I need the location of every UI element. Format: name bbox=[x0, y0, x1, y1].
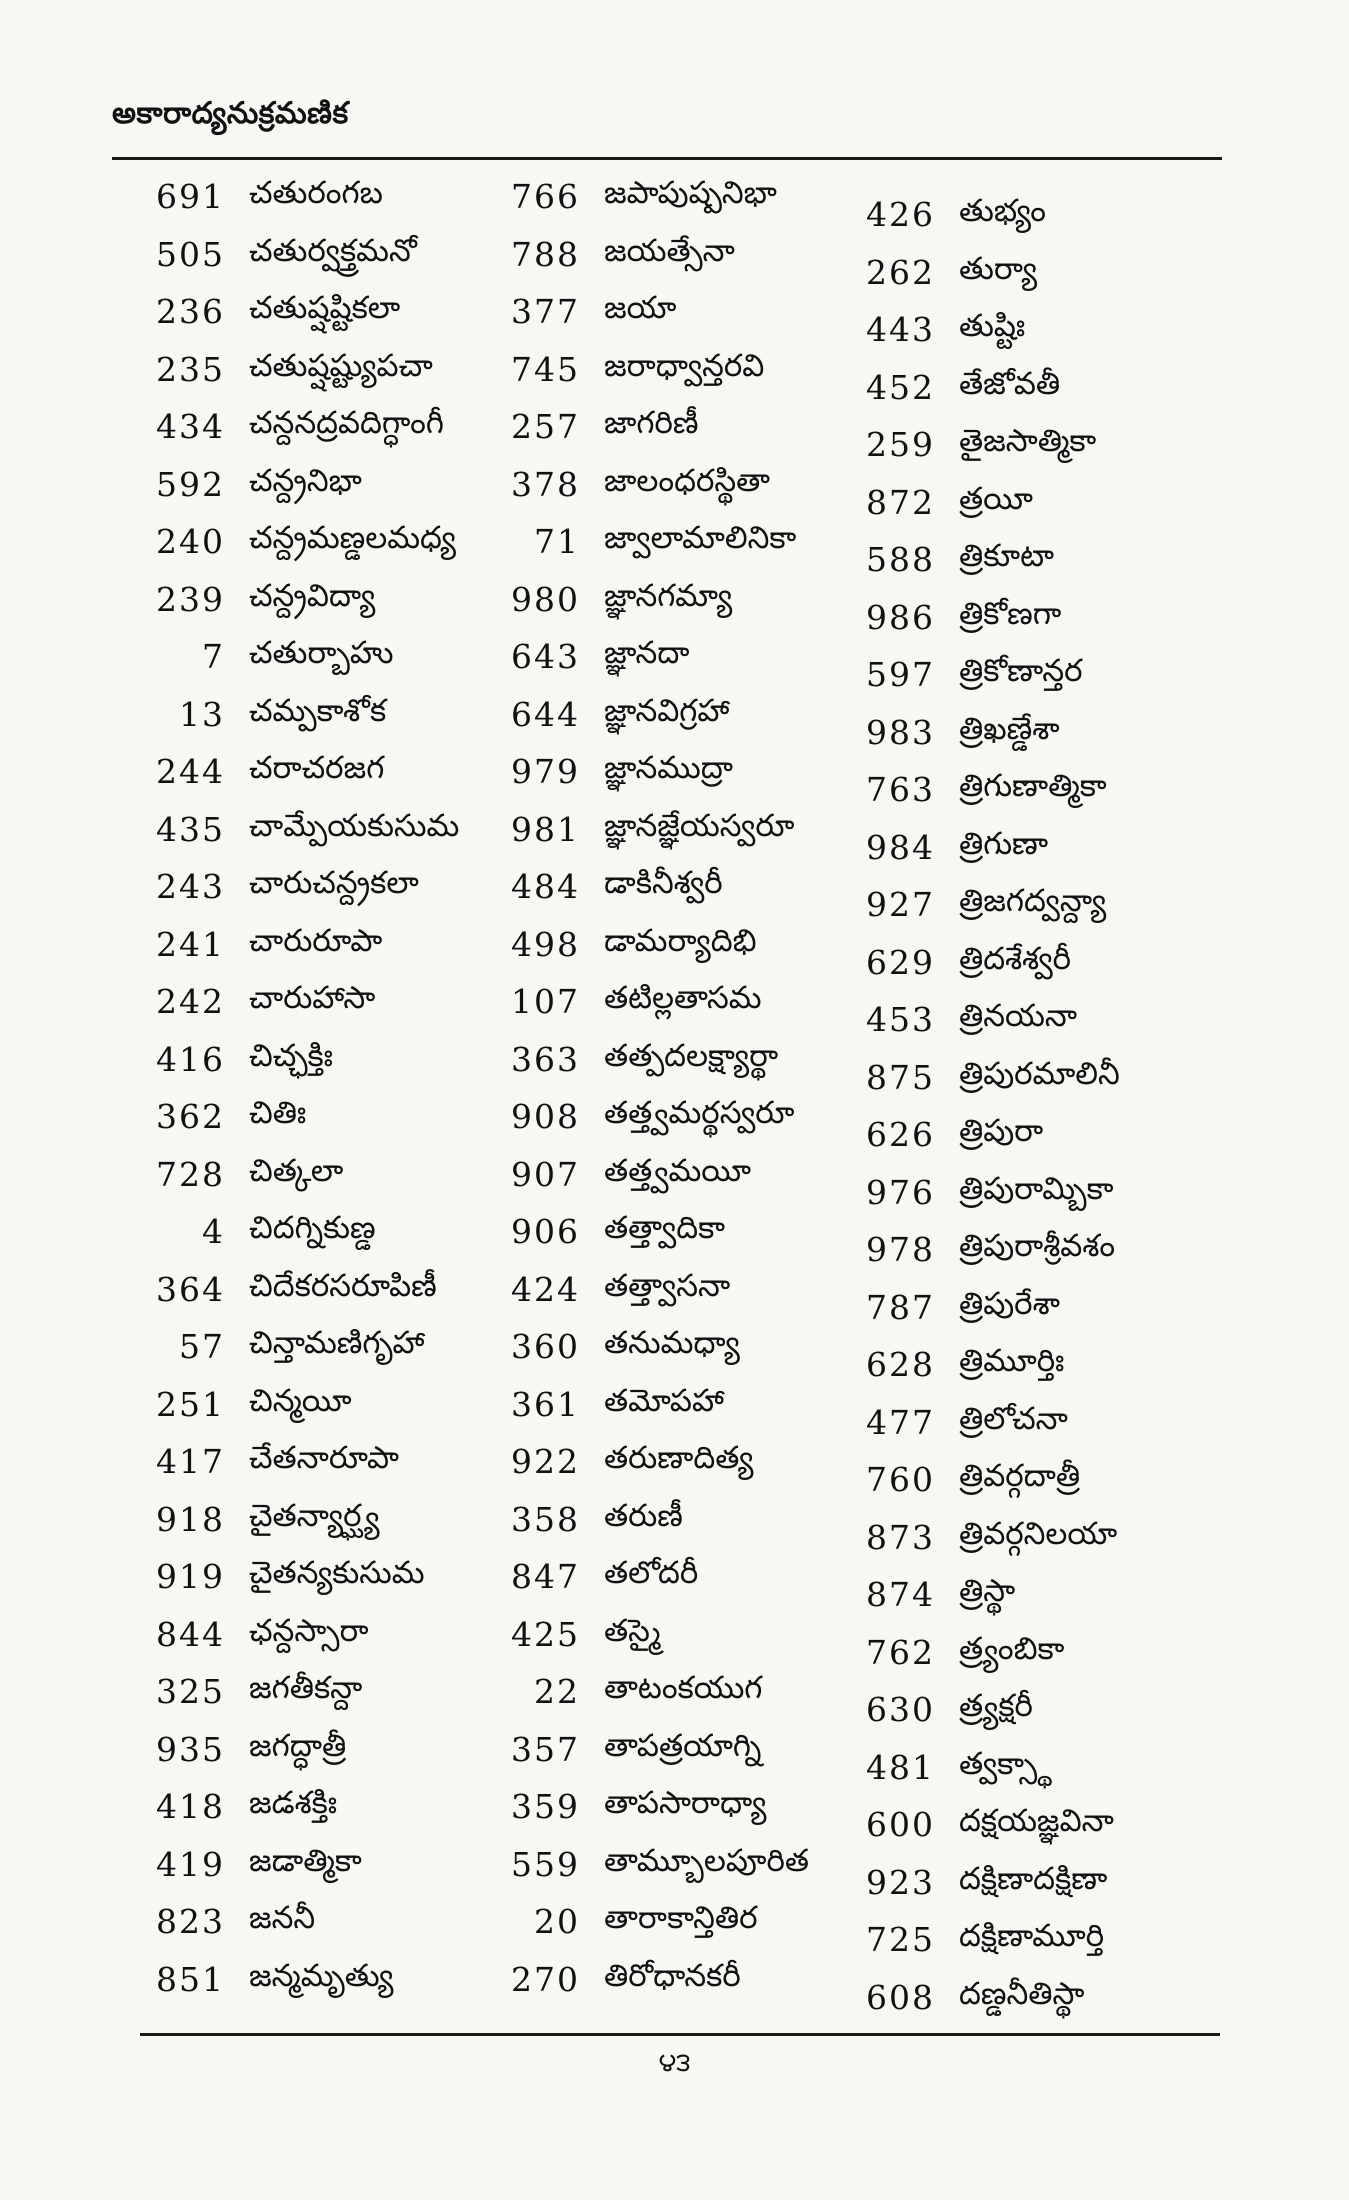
entry-number: 244 bbox=[156, 752, 225, 792]
entry-number: 643 bbox=[511, 637, 580, 677]
index-entry bbox=[850, 1336, 1210, 1394]
entry-term: త్ర్యక్షరీ bbox=[959, 1688, 1033, 1725]
entry-number: 361 bbox=[511, 1384, 580, 1424]
entry-number: 597 bbox=[866, 655, 935, 695]
index-entry bbox=[140, 1203, 495, 1261]
entry-number: 358 bbox=[511, 1499, 580, 1539]
entry-number: 498 bbox=[511, 924, 580, 964]
entry-term: తమోపహా bbox=[604, 1382, 724, 1419]
entry-number: 419 bbox=[156, 1844, 225, 1884]
index-entry bbox=[850, 416, 1210, 474]
index-entry bbox=[140, 1836, 495, 1894]
entry-number: 725 bbox=[866, 1920, 935, 1960]
entry-number: 630 bbox=[866, 1690, 935, 1730]
entry-term: త్రిలోచనా bbox=[959, 1400, 1068, 1437]
index-entry bbox=[495, 341, 850, 399]
entry-number: 425 bbox=[511, 1614, 580, 1654]
index-entry bbox=[495, 571, 850, 629]
footer-rule bbox=[140, 2033, 1220, 2036]
entry-term: త్రిదశేశ్వరీ bbox=[959, 940, 1072, 977]
entry-term: చిత్కలా bbox=[249, 1152, 344, 1189]
entry-number: 608 bbox=[866, 1977, 935, 2017]
entry-number: 983 bbox=[866, 712, 935, 752]
entry-number: 484 bbox=[511, 867, 580, 907]
index-entry bbox=[850, 1164, 1210, 1222]
index-entry bbox=[850, 589, 1210, 647]
index-entry bbox=[495, 168, 850, 226]
index-entry bbox=[140, 571, 495, 629]
index-entry bbox=[495, 1031, 850, 1089]
entry-number: 907 bbox=[511, 1154, 580, 1194]
entry-term: జ్ఞానదా bbox=[604, 635, 690, 672]
index-entry bbox=[850, 819, 1210, 877]
entry-number: 728 bbox=[156, 1154, 225, 1194]
entry-number: 787 bbox=[866, 1287, 935, 1327]
index-entry bbox=[140, 456, 495, 514]
index-entry bbox=[850, 1394, 1210, 1452]
index-entry bbox=[495, 1548, 850, 1606]
entry-term: చన్ద్రనిభా bbox=[249, 462, 362, 499]
entry-term: చిన్తామణిగృహా bbox=[249, 1325, 425, 1362]
entry-number: 629 bbox=[866, 942, 935, 982]
index-entry bbox=[140, 513, 495, 571]
entry-term: తత్త్వమర్థస్వరూ bbox=[604, 1095, 795, 1132]
index-entry bbox=[495, 1318, 850, 1376]
entry-number: 906 bbox=[511, 1212, 580, 1252]
entry-term: చేతనారూపా bbox=[249, 1440, 399, 1477]
entry-number: 359 bbox=[511, 1787, 580, 1827]
entry-number: 378 bbox=[511, 464, 580, 504]
entry-term: దక్షిణామూర్తి bbox=[959, 1918, 1105, 1955]
index-entry bbox=[850, 1451, 1210, 1509]
entry-term: త్రిగుణాత్మికా bbox=[959, 768, 1107, 805]
entry-number: 873 bbox=[866, 1517, 935, 1557]
entry-term: తారాకాన్తితిర bbox=[604, 1900, 758, 1937]
entry-number: 416 bbox=[156, 1039, 225, 1079]
index-entry bbox=[495, 1146, 850, 1204]
entry-number: 976 bbox=[866, 1172, 935, 1212]
index-entry bbox=[495, 513, 850, 571]
entry-term: జ్ఞానగమ్యా bbox=[604, 577, 733, 614]
entry-term: జన్మమృత్యు bbox=[249, 1957, 394, 1994]
entry-term: జపాపుష్పనిభా bbox=[604, 175, 777, 212]
entry-term: చిచ్ఛక్తిః bbox=[249, 1037, 333, 1074]
entry-term: త్రివర్గదాత్రీ bbox=[959, 1458, 1081, 1495]
entry-number: 874 bbox=[866, 1575, 935, 1615]
entry-number: 435 bbox=[156, 809, 225, 849]
entry-number: 242 bbox=[156, 982, 225, 1022]
entry-number: 979 bbox=[511, 752, 580, 792]
entry-term: చిదేకరసరూపిణీ bbox=[249, 1267, 437, 1304]
index-entry bbox=[140, 283, 495, 341]
index-entry bbox=[850, 186, 1210, 244]
entry-term: తుభ్యం bbox=[959, 193, 1046, 230]
entry-number: 418 bbox=[156, 1787, 225, 1827]
entry-term: తరుణాదిత్య bbox=[604, 1440, 754, 1477]
entry-number: 417 bbox=[156, 1442, 225, 1482]
index-entry bbox=[495, 1663, 850, 1721]
index-column-3 bbox=[850, 168, 1210, 2017]
index-entry bbox=[140, 226, 495, 284]
entry-term: తుష్టిః bbox=[959, 308, 1026, 345]
entry-term: చరాచరజగ bbox=[249, 750, 385, 787]
entry-number: 4 bbox=[202, 1212, 225, 1252]
index-entry bbox=[140, 801, 495, 859]
entry-number: 592 bbox=[156, 464, 225, 504]
entry-term: తిరోధానకరీ bbox=[604, 1957, 741, 1994]
entry-term: త్రిపురామ్బికా bbox=[959, 1170, 1114, 1207]
entry-term: తరుణీ bbox=[604, 1497, 683, 1534]
entry-term: చన్దనద్రవదిగ్ధాంగీ bbox=[249, 405, 444, 442]
entry-term: దణ్డనీతిస్థా bbox=[959, 1975, 1085, 2012]
entry-term: చైతన్యార్ఘ్య bbox=[249, 1497, 380, 1534]
entry-term: జ్ఞానముద్రా bbox=[604, 750, 733, 787]
index-entry bbox=[850, 1969, 1210, 2027]
entry-term: చతుర్బాహు bbox=[249, 635, 394, 672]
entry-term: తస్మై bbox=[604, 1612, 661, 1649]
entry-number: 691 bbox=[156, 177, 225, 217]
entry-number: 588 bbox=[866, 540, 935, 580]
entry-term: తటిల్లతాసమ bbox=[604, 980, 762, 1017]
index-entry bbox=[850, 1854, 1210, 1912]
index-entry bbox=[495, 1836, 850, 1894]
entry-term: త్రిస్థా bbox=[959, 1573, 1016, 1610]
index-entry bbox=[140, 743, 495, 801]
entry-term: తామ్బూలపూరిత bbox=[604, 1842, 809, 1879]
entry-term: త్రిగుణా bbox=[959, 825, 1049, 862]
entry-term: త్ర్యంబికా bbox=[959, 1630, 1065, 1667]
page-number: ౪౩ bbox=[658, 2048, 691, 2078]
index-entry bbox=[140, 398, 495, 456]
index-entry bbox=[140, 1606, 495, 1664]
index-entry bbox=[140, 1088, 495, 1146]
entry-term: తాపత్రయాగ్ని bbox=[604, 1727, 762, 1764]
entry-term: జడశక్తిః bbox=[249, 1785, 338, 1822]
index-entry bbox=[495, 1376, 850, 1434]
entry-number: 20 bbox=[534, 1902, 580, 1942]
entry-term: డాకినీశ్వరీ bbox=[604, 865, 723, 902]
entry-number: 364 bbox=[156, 1269, 225, 1309]
index-entry bbox=[495, 1433, 850, 1491]
entry-number: 935 bbox=[156, 1729, 225, 1769]
index-entry bbox=[140, 1261, 495, 1319]
entry-term: త్రిపురా bbox=[959, 1113, 1044, 1150]
index-entry bbox=[140, 916, 495, 974]
index-entry bbox=[495, 858, 850, 916]
index-entry bbox=[140, 1376, 495, 1434]
entry-term: త్రిజగద్వన్ద్యా bbox=[959, 883, 1107, 920]
entry-term: డామర్యాదిభి bbox=[604, 922, 757, 959]
index-entry bbox=[140, 1318, 495, 1376]
entry-number: 22 bbox=[534, 1672, 580, 1712]
index-entry bbox=[140, 1663, 495, 1721]
entry-term: త్రినయనా bbox=[959, 998, 1078, 1035]
entry-number: 984 bbox=[866, 827, 935, 867]
entry-term: చతుర్వక్త్రమనో bbox=[249, 232, 417, 269]
entry-number: 919 bbox=[156, 1557, 225, 1597]
index-entry bbox=[140, 858, 495, 916]
entry-number: 325 bbox=[156, 1672, 225, 1712]
entry-number: 505 bbox=[156, 234, 225, 274]
index-entry bbox=[495, 226, 850, 284]
index-entry bbox=[495, 1951, 850, 2009]
entry-term: జ్ఞానజ్ఞేయస్వరూ bbox=[604, 807, 795, 844]
index-column-2 bbox=[495, 168, 850, 2008]
entry-term: తనుమధ్యా bbox=[604, 1325, 740, 1362]
entry-term: చమ్పకాశోక bbox=[249, 692, 387, 729]
entry-number: 766 bbox=[511, 177, 580, 217]
index-entry bbox=[850, 1566, 1210, 1624]
entry-term: దక్షిణాదక్షిణా bbox=[959, 1860, 1108, 1897]
index-entry bbox=[495, 916, 850, 974]
index-entry bbox=[495, 628, 850, 686]
entry-number: 481 bbox=[866, 1747, 935, 1787]
entry-term: జడాత్మికా bbox=[249, 1842, 362, 1879]
entry-number: 259 bbox=[866, 425, 935, 465]
entry-number: 628 bbox=[866, 1345, 935, 1385]
entry-number: 235 bbox=[156, 349, 225, 389]
entry-number: 453 bbox=[866, 1000, 935, 1040]
entry-number: 239 bbox=[156, 579, 225, 619]
entry-term: త్వక్స్థా bbox=[959, 1745, 1052, 1782]
entry-number: 986 bbox=[866, 597, 935, 637]
entry-number: 240 bbox=[156, 522, 225, 562]
entry-number: 477 bbox=[866, 1402, 935, 1442]
index-entry bbox=[850, 1106, 1210, 1164]
entry-term: ఛన్దస్సారా bbox=[249, 1612, 369, 1649]
entry-term: చారుచన్ద్రకలా bbox=[249, 865, 419, 902]
index-entry bbox=[140, 168, 495, 226]
entry-term: చతుష్షష్ట్యుపచా bbox=[249, 347, 433, 384]
entry-number: 107 bbox=[511, 982, 580, 1022]
index-entry bbox=[850, 1279, 1210, 1337]
index-entry bbox=[140, 1031, 495, 1089]
index-entry bbox=[140, 1951, 495, 2009]
index-entry bbox=[850, 474, 1210, 532]
index-entry bbox=[850, 1509, 1210, 1567]
entry-term: చామ్పేయకుసుమ bbox=[249, 807, 460, 844]
entry-term: త్రిపురాశ్రీవశం bbox=[959, 1228, 1116, 1265]
entry-term: త్రిమూర్తిః bbox=[959, 1343, 1065, 1380]
entry-number: 452 bbox=[866, 367, 935, 407]
entry-number: 71 bbox=[534, 522, 580, 562]
entry-term: తత్త్వాదికా bbox=[604, 1210, 725, 1247]
entry-number: 424 bbox=[511, 1269, 580, 1309]
index-entry bbox=[850, 704, 1210, 762]
entry-number: 236 bbox=[156, 292, 225, 332]
entry-number: 13 bbox=[179, 694, 225, 734]
entry-number: 241 bbox=[156, 924, 225, 964]
index-entry bbox=[140, 1778, 495, 1836]
entry-number: 362 bbox=[156, 1097, 225, 1137]
entry-term: జననీ bbox=[249, 1900, 316, 1937]
index-entry bbox=[495, 1721, 850, 1779]
entry-number: 57 bbox=[179, 1327, 225, 1367]
entry-term: తైజసాత్మికా bbox=[959, 423, 1097, 460]
entry-term: చిన్మయీ bbox=[249, 1382, 352, 1419]
entry-number: 788 bbox=[511, 234, 580, 274]
index-entry bbox=[140, 341, 495, 399]
entry-number: 923 bbox=[866, 1862, 935, 1902]
entry-term: జయా bbox=[604, 290, 677, 327]
entry-term: జాగరిణీ bbox=[604, 405, 699, 442]
index-entry bbox=[495, 801, 850, 859]
entry-number: 760 bbox=[866, 1460, 935, 1500]
entry-term: తుర్యా bbox=[959, 250, 1038, 287]
entry-term: తాపసారాధ్యా bbox=[604, 1785, 767, 1822]
index-entry bbox=[495, 456, 850, 514]
entry-term: చిదగ్నికుణ్డ bbox=[249, 1210, 376, 1247]
entry-term: చైతన్యకుసుమ bbox=[249, 1555, 425, 1592]
entry-term: తాటంకయుగ bbox=[604, 1670, 763, 1707]
index-entry bbox=[140, 1146, 495, 1204]
index-entry bbox=[850, 991, 1210, 1049]
entry-number: 847 bbox=[511, 1557, 580, 1597]
entry-number: 262 bbox=[866, 252, 935, 292]
entry-term: జయత్సేనా bbox=[604, 232, 735, 269]
entry-number: 377 bbox=[511, 292, 580, 332]
entry-term: త్రయీ bbox=[959, 480, 1033, 517]
index-entry bbox=[850, 646, 1210, 704]
entry-number: 257 bbox=[511, 407, 580, 447]
entry-term: చారుహాసా bbox=[249, 980, 376, 1017]
index-entry bbox=[140, 1433, 495, 1491]
entry-number: 443 bbox=[866, 310, 935, 350]
index-entry bbox=[495, 1778, 850, 1836]
index-entry bbox=[850, 876, 1210, 934]
entry-number: 426 bbox=[866, 195, 935, 235]
entry-number: 872 bbox=[866, 482, 935, 522]
entry-term: త్రిపురమాలినీ bbox=[959, 1055, 1120, 1092]
header-rule bbox=[112, 157, 1222, 160]
index-entry bbox=[495, 1088, 850, 1146]
index-entry bbox=[850, 1739, 1210, 1797]
entry-term: జగద్ధాత్రీ bbox=[249, 1727, 347, 1764]
entry-number: 763 bbox=[866, 770, 935, 810]
entry-number: 844 bbox=[156, 1614, 225, 1654]
index-entry bbox=[850, 1681, 1210, 1739]
index-entry bbox=[850, 244, 1210, 302]
entry-term: జ్వాలామాలినికా bbox=[604, 520, 797, 557]
entry-number: 270 bbox=[511, 1959, 580, 1999]
index-entry bbox=[140, 973, 495, 1031]
index-entry bbox=[850, 1049, 1210, 1107]
entry-number: 980 bbox=[511, 579, 580, 619]
index-entry bbox=[140, 1893, 495, 1951]
index-entry bbox=[850, 1221, 1210, 1279]
entry-term: తేజోవతీ bbox=[959, 365, 1061, 402]
index-entry bbox=[140, 1548, 495, 1606]
entry-number: 243 bbox=[156, 867, 225, 907]
entry-number: 851 bbox=[156, 1959, 225, 1999]
entry-term: త్రిఖణ్డేశా bbox=[959, 710, 1060, 747]
index-entry bbox=[140, 1721, 495, 1779]
index-entry bbox=[495, 1893, 850, 1951]
entry-number: 745 bbox=[511, 349, 580, 389]
entry-number: 875 bbox=[866, 1057, 935, 1097]
index-entry bbox=[850, 1796, 1210, 1854]
entry-term: త్రికోణగా bbox=[959, 595, 1062, 632]
entry-number: 363 bbox=[511, 1039, 580, 1079]
entry-number: 626 bbox=[866, 1115, 935, 1155]
entry-term: త్రికోణాన్తర bbox=[959, 653, 1083, 690]
entry-term: తలోదరీ bbox=[604, 1555, 699, 1592]
entry-number: 922 bbox=[511, 1442, 580, 1482]
index-entry bbox=[850, 1624, 1210, 1682]
entry-term: జ్ఞానవిగ్రహా bbox=[604, 692, 730, 729]
entry-number: 251 bbox=[156, 1384, 225, 1424]
index-columns bbox=[140, 168, 1230, 2017]
index-entry bbox=[495, 973, 850, 1031]
entry-term: తత్త్వాసనా bbox=[604, 1267, 731, 1304]
entry-term: చన్ద్రవిద్యా bbox=[249, 577, 376, 614]
index-entry bbox=[850, 359, 1210, 417]
index-entry bbox=[495, 1606, 850, 1664]
index-entry bbox=[850, 301, 1210, 359]
entry-number: 981 bbox=[511, 809, 580, 849]
entry-term: చతురంగబ bbox=[249, 175, 383, 212]
index-entry bbox=[140, 1491, 495, 1549]
entry-number: 762 bbox=[866, 1632, 935, 1672]
entry-term: చితిః bbox=[249, 1095, 307, 1132]
entry-term: తత్పదలక్ష్యార్థా bbox=[604, 1037, 779, 1074]
entry-term: తత్త్వమయీ bbox=[604, 1152, 752, 1189]
entry-number: 434 bbox=[156, 407, 225, 447]
entry-term: జగతీకన్దా bbox=[249, 1670, 363, 1707]
index-entry bbox=[495, 1491, 850, 1549]
entry-number: 908 bbox=[511, 1097, 580, 1137]
entry-number: 357 bbox=[511, 1729, 580, 1769]
entry-term: జరాధ్వాన్తరవి bbox=[604, 347, 765, 384]
entry-term: చన్ద్రమణ్డలమధ్య bbox=[249, 520, 456, 557]
entry-term: చతుష్షష్టికలా bbox=[249, 290, 401, 327]
entry-number: 360 bbox=[511, 1327, 580, 1367]
index-entry bbox=[495, 398, 850, 456]
entry-term: జాలంధరస్థితా bbox=[604, 462, 771, 499]
index-entry bbox=[850, 1911, 1210, 1969]
entry-number: 978 bbox=[866, 1230, 935, 1270]
entry-number: 7 bbox=[202, 637, 225, 677]
index-column-1 bbox=[140, 168, 495, 2008]
index-entry bbox=[140, 686, 495, 744]
index-entry bbox=[495, 686, 850, 744]
index-entry bbox=[140, 628, 495, 686]
entry-term: త్రివర్గనిలయా bbox=[959, 1515, 1118, 1552]
entry-number: 600 bbox=[866, 1805, 935, 1845]
index-entry bbox=[495, 1261, 850, 1319]
entry-number: 918 bbox=[156, 1499, 225, 1539]
entry-number: 927 bbox=[866, 885, 935, 925]
entry-term: త్రికూటా bbox=[959, 538, 1055, 575]
entry-number: 559 bbox=[511, 1844, 580, 1884]
index-entry bbox=[850, 761, 1210, 819]
index-entry bbox=[495, 1203, 850, 1261]
index-entry bbox=[850, 531, 1210, 589]
index-entry bbox=[495, 743, 850, 801]
page-header-title: అకారాద్యనుక్రమణిక bbox=[112, 96, 349, 131]
entry-term: దక్షయజ్ఞవినా bbox=[959, 1803, 1114, 1840]
index-entry bbox=[850, 934, 1210, 992]
entry-term: త్రిపురేశా bbox=[959, 1285, 1060, 1322]
entry-number: 823 bbox=[156, 1902, 225, 1942]
index-entry bbox=[495, 283, 850, 341]
entry-number: 644 bbox=[511, 694, 580, 734]
entry-term: చారురూపా bbox=[249, 922, 383, 959]
